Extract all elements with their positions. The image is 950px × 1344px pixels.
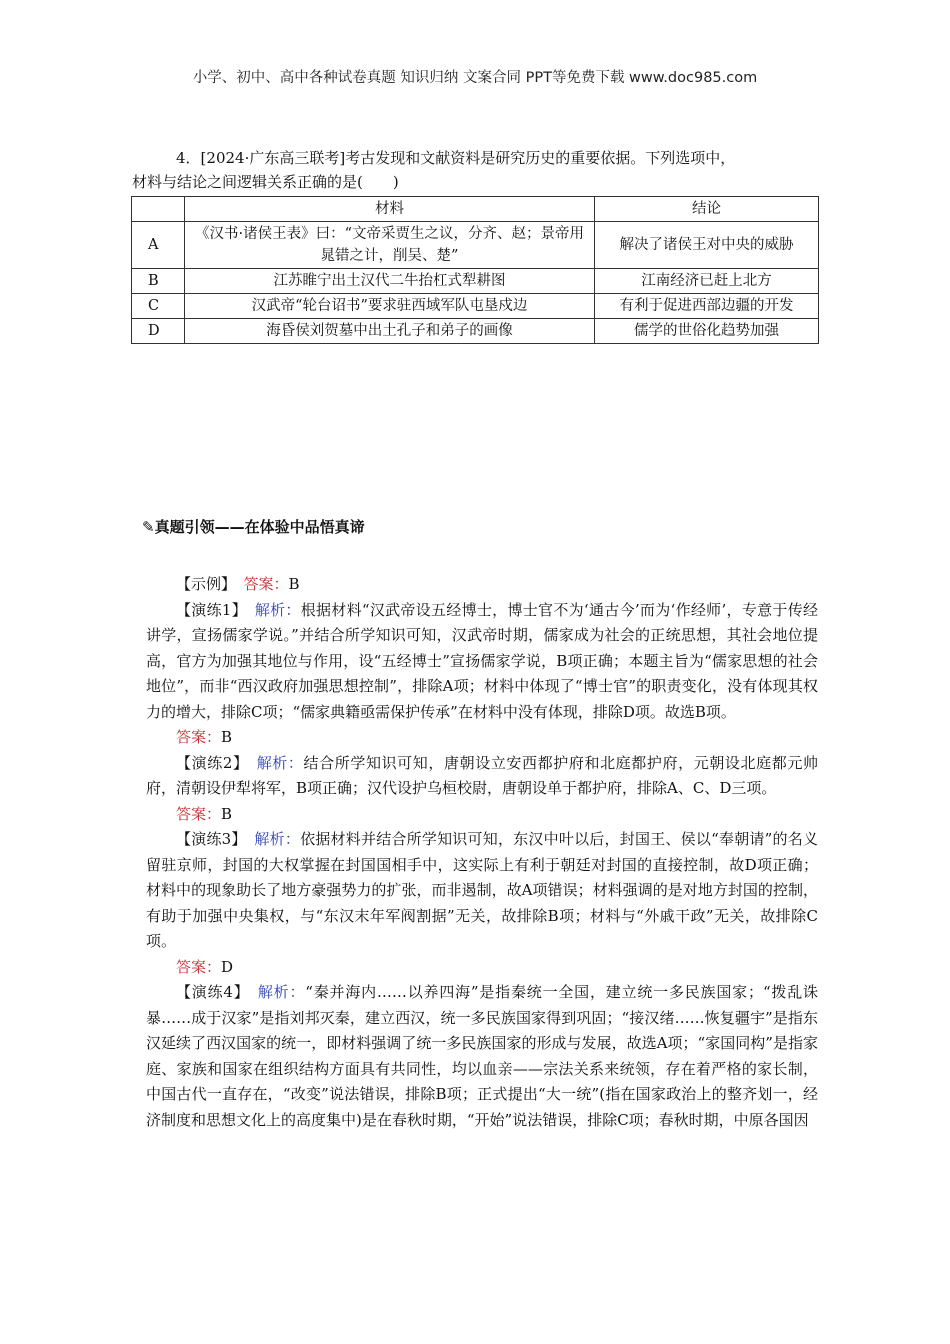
option-conclusion: 有利于促进西部边疆的开发 (595, 294, 819, 319)
option-conclusion: 解决了诸侯王对中央的威胁 (595, 222, 819, 269)
option-material: 海昏侯刘贺墓中出土孔子和弟子的画像 (185, 319, 595, 344)
drill-2-answer: 答案：B (176, 804, 233, 823)
drill-3: 【演练3】 解析：依据材料并结合所学知识可知，东汉中叶以后，封国王、侯以“奉朝请”的名义留驻京师，封国的大权掌握在封国国相手中，这实际上有利于朝廷对封国的直接控制，故D项正确；材料中的现象助长了地方豪强势力的扩张，而非遏制，故A项错误；材料强调的是对地方封国的控制，有助于加强中央集权，与“东汉末年军阀割据”无关，故排除B项；材料与“外戚干政”无关，故排除C项。 (146, 830, 818, 950)
drill-1: 【演练1】 解析：根据材料“汉武帝设五经博士，博士官不为‘通古今’而为‘作经师’，专意于传经讲学，宣扬儒家学说。”并结合所学知识可知，汉武帝时期，儒家成为社会的正统思想，其社会地位提高，官方为加强其地位与作用，设“五经博士”宣扬儒家学说，B项正确；本题主旨为“儒家思想的社会地位”，而非“西汉政府加强思想控制”，排除A项；材料中体现了“博士官”的职责变化，没有体现其权力的增大，排除C项；“儒家典籍亟需保护传承”在材料中没有体现，排除D项。故选B项。 (146, 600, 818, 721)
pencil-icon: ✎ (142, 518, 155, 536)
col-conclusion: 结论 (595, 197, 819, 222)
drill-2: 【演练2】 解析：结合所学知识可知，唐朝设立安西都护府和北庭都护府，元朝设北庭都元帅府，清朝设伊犁将军，B项正确；汉代设护乌桓校尉，唐朝设单于都护府，排除A、C、D三项。 (146, 753, 818, 797)
option-conclusion: 江南经济已赶上北方 (595, 269, 819, 294)
option-material: 江苏睢宁出土汉代二牛抬杠式犁耕图 (185, 269, 595, 294)
table-row (132, 222, 819, 269)
option-key: D (132, 319, 185, 344)
drill-4: 【演练4】 解析：“秦并海内……以养四海”是指秦统一全国，建立统一多民族国家；“拨乱诛暴……成于汉家”是指刘邦灭秦，建立西汉，统一多民族国家得到巩固；“接汉绪……恢复疆宇”是指东汉延续了西汉国家的统一，即材料强调了统一多民族国家的形成与发展，故选A项；“家国同构”是指家庭、家族和国家在组织结构方面具有共同性，均以血亲——宗法关系来统领，存在着严格的家长制，中国古代一直存在，“改变”说法错误，排除B项；正式提出“大一统”(指在国家政治上的整齐划一，经济制度和思想文化上的高度集中)是在春秋时期，“开始”说法错误，排除C项；春秋时期，中原各国因 (146, 983, 819, 1129)
option-conclusion: 儒学的世俗化趋势加强 (595, 319, 819, 344)
question-stem-line2: 材料与结论之间逻辑关系正确的是( ) (132, 173, 399, 191)
col-material: 材料 (185, 197, 595, 222)
table-row (132, 294, 819, 319)
option-material: 《汉书·诸侯王表》曰：“文帝采贾生之议，分齐、赵；景帝用晁错之计，削吴、楚” (185, 222, 595, 269)
table-header-row (132, 197, 819, 222)
options-table (131, 196, 819, 344)
drill-3-answer: 答案：D (176, 957, 234, 976)
drill-1-answer: 答案：B (176, 728, 233, 746)
section-title: ✎真题引领——在体验中品悟真谛 (142, 518, 365, 536)
option-material: 汉武帝“轮台诏书”要求驻西域军队屯垦戍边 (185, 294, 595, 319)
option-key: A (132, 222, 185, 269)
option-key: B (132, 269, 185, 294)
table-row (132, 269, 819, 294)
table-row (132, 319, 819, 344)
page-header: 小学、初中、高中各种试卷真题 知识归纳 文案合同 PPT等免费下载 www.doc985.com (192, 70, 758, 86)
example-answer: 【示例】 答案：B (176, 575, 300, 593)
option-key: C (132, 294, 185, 319)
question-stem-line1: 4．[2024·广东高三联考]考古发现和文献资料是研究历史的重要依据。下列选项中， (176, 149, 736, 167)
answer-section (146, 572, 818, 1133)
